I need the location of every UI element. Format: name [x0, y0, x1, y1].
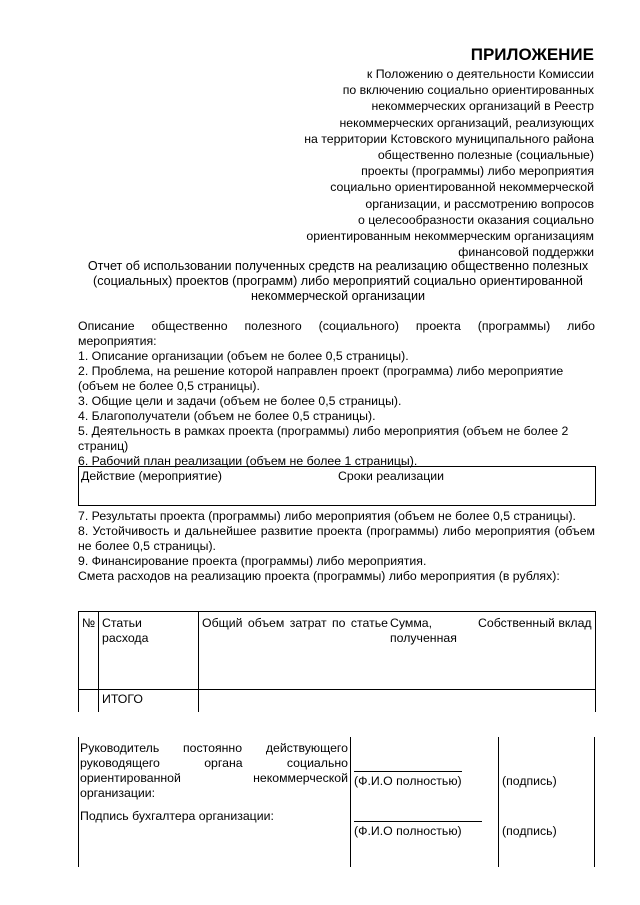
- description-item-1: 1. Описание организации (объем не более 0,5 страницы).: [78, 349, 409, 363]
- appendix-line: некоммерческих организаций, реализующих: [339, 115, 594, 130]
- budget-table: [78, 611, 596, 711]
- signature-block: [78, 737, 598, 867]
- work-plan-table: [78, 466, 596, 506]
- budget-col-received: Сумма, полученная: [390, 616, 457, 645]
- budget-col-total: Общий объем затрат по статье: [202, 616, 388, 630]
- appendix-line: организации, и рассмотрению вопросов: [365, 196, 594, 211]
- budget-total-label: ИТОГО: [102, 692, 143, 706]
- appendix-line: проекты (программы) либо мероприятия: [361, 164, 594, 179]
- appendix-line: ориентированным некоммерческим организациям: [306, 229, 594, 244]
- table-border: [350, 737, 351, 867]
- budget-col-own: Собственный вклад: [478, 616, 592, 630]
- table-border: [78, 612, 79, 712]
- appendix-line: к Положению о деятельности Комиссии: [366, 67, 594, 81]
- appendix-line: социально ориентированной некоммерческой: [330, 180, 594, 195]
- fio-line: [354, 821, 482, 822]
- description-item-5: 5. Деятельность в рамках проекта (программы) либо мероприятия (объем не более 2 страниц): [78, 424, 569, 453]
- signature-caption: (подпись): [502, 824, 557, 838]
- description-item-3: 3. Общие цели и задачи (объем не более 0,5 страницы).: [78, 394, 402, 408]
- plan-col-deadline: Сроки реализации: [338, 469, 445, 483]
- fio-line: [354, 771, 462, 772]
- appendix-title: ПРИЛОЖЕНИЕ: [470, 45, 594, 64]
- description-item-9: 9. Финансирование проекта (программы) либо мероприятия.: [78, 554, 427, 568]
- report-title: Отчет об использовании полученных средств на реализацию общественно полезных (социальных) проектов (программ) либо мероприятий социально ориентированной некоммерческой организации: [87, 259, 589, 303]
- description-item-7: 7. Результаты проекта (программы) либо мероприятия (объем не более 0,5 страницы).: [78, 509, 576, 523]
- description-item-2: 2. Проблема, на решение которой направлен проект (программа) либо мероприятие (объем не более 0,5 страницы).: [78, 364, 564, 393]
- description-intro: Описание общественно полезного (социального) проекта (программы) либо мероприятия:: [78, 319, 595, 348]
- description-item-6: 6. Рабочий план реализации (объем не более 1 страницы).: [78, 454, 418, 468]
- table-border: [198, 612, 199, 712]
- plan-col-action: Действие (мероприятие): [81, 469, 222, 483]
- appendix-line: некоммерческих организаций в Реестр: [371, 99, 594, 114]
- signature-caption: (подпись): [502, 774, 557, 788]
- appendix-line: финансовой поддержки: [458, 245, 594, 260]
- appendix-line: о целесообразности оказания социально: [358, 212, 594, 227]
- table-border: [594, 737, 595, 867]
- table-border: [595, 612, 596, 712]
- description-section: [78, 319, 595, 469]
- appendix-line: по включению социально ориентированных: [342, 83, 594, 98]
- description-item-4: 4. Благополучатели (объем не более 0,5 страницы).: [78, 409, 376, 423]
- table-border: [78, 737, 79, 867]
- fio-caption: (Ф.И.О полностью): [354, 774, 462, 788]
- description-item-8: 8. Устойчивость и дальнейшее развитие проекта (программы) либо мероприятия (объем не более 0,5 страницы).: [78, 524, 595, 553]
- budget-col-num: №: [82, 616, 96, 630]
- head-signature-label: Руководитель постоянно действующего руководящего органа социально ориентированной некоммерческой организации:: [80, 741, 348, 800]
- fio-caption: (Ф.И.О полностью): [354, 824, 462, 838]
- table-border: [98, 612, 99, 712]
- table-border: [78, 689, 596, 690]
- description-section-2: [78, 509, 595, 584]
- table-border: [498, 737, 499, 867]
- appendix-header: [304, 44, 594, 260]
- budget-intro: Смета расходов на реализацию проекта (программы) либо мероприятия (в рублях):: [78, 569, 560, 583]
- appendix-line: общественно полезные (социальные): [377, 148, 594, 163]
- appendix-line: на территории Кстовского муниципального района: [304, 131, 594, 146]
- accountant-signature-label: Подпись бухгалтера организации:: [80, 809, 274, 823]
- budget-col-items: Статьи расхода: [102, 616, 149, 645]
